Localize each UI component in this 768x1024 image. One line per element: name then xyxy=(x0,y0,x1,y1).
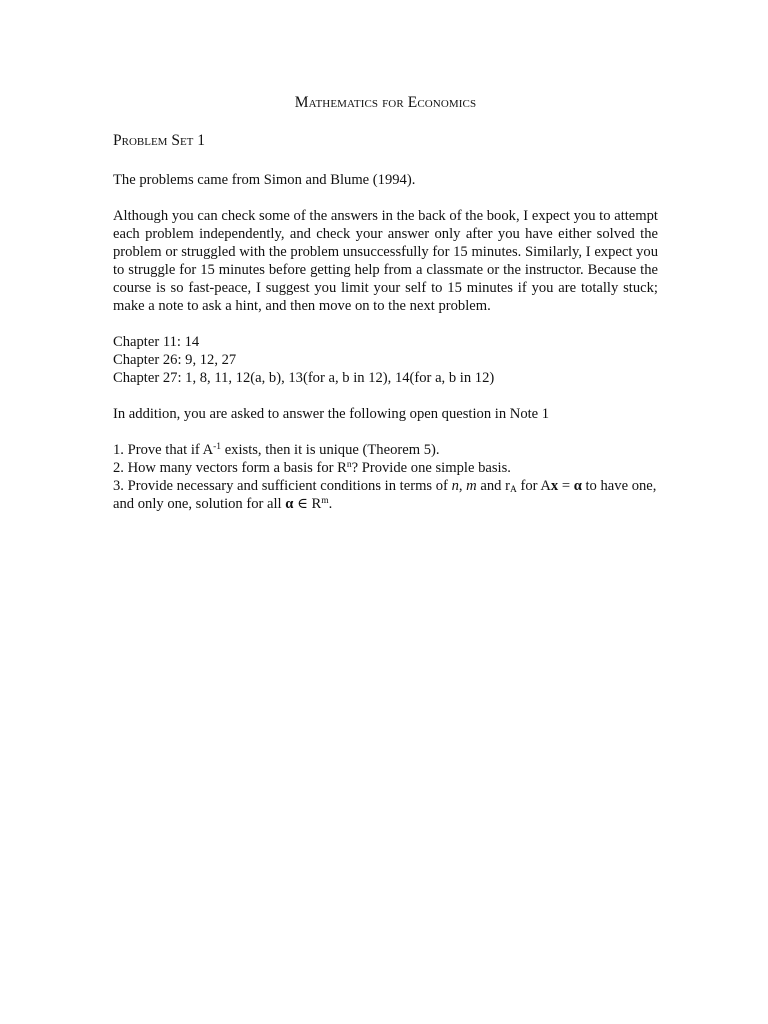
math-var-n: n xyxy=(451,478,459,494)
math-vector-alpha: α xyxy=(573,478,582,494)
question-text: 2. How many vectors form a basis for R xyxy=(113,460,347,476)
question-text: for A xyxy=(516,478,551,494)
superscript: n xyxy=(346,460,352,470)
instructions-paragraph: Although you can check some of the answers in the back of the book, I expect you to attempt each problem independently, and check your answer only after you have either solved the problem or struggled with the problem unsuccessfully for 15 minutes. Similarly, I expect you to struggle for 15 minutes before getting help from a classmate or the instructor. Because the course is so fast-peace, I suggest you limit your self to 15 minutes if you are totally stuck; make a note to ask a hint, and then move on to the next problem. xyxy=(113,208,658,314)
question-item-1 xyxy=(113,441,658,459)
question-text: to have one, and only one, solution for all xyxy=(113,478,657,512)
math-vector-alpha: α xyxy=(285,496,294,512)
chapter-item: Chapter 27: 1, 8, 11, 12(a, b), 13(for a, b in 12), 14(for a, b in 12) xyxy=(113,370,495,386)
question-text: 1. Prove that if A xyxy=(113,442,214,458)
question-list xyxy=(113,441,658,513)
document-title: Mathematics for Economics xyxy=(294,94,477,111)
question-text: ∈ R xyxy=(293,496,322,512)
question-text: 3. Provide necessary and sufficient conditions in terms of xyxy=(113,478,452,494)
question-text: and r xyxy=(476,478,510,494)
superscript: m xyxy=(321,496,329,506)
question-text: ? Provide one simple basis. xyxy=(351,460,511,476)
question-text: . xyxy=(328,496,333,512)
subscript: A xyxy=(509,485,517,495)
note-intro-paragraph: In addition, you are asked to answer the following open question in Note 1 xyxy=(113,406,550,422)
question-text: , xyxy=(458,478,467,494)
question-item-2 xyxy=(113,459,658,477)
chapter-item: Chapter 11: 14 xyxy=(113,334,200,350)
problem-set-heading: Problem Set 1 xyxy=(113,132,206,149)
chapter-list xyxy=(113,333,658,387)
question-text: exists, then it is unique (Theorem 5). xyxy=(221,442,440,458)
math-vector-x: x xyxy=(550,478,559,494)
chapter-item: Chapter 26: 9, 12, 27 xyxy=(113,352,237,368)
superscript: -1 xyxy=(213,442,222,452)
math-var-m: m xyxy=(466,478,477,494)
intro-paragraph: The problems came from Simon and Blume (1994). xyxy=(113,172,416,188)
question-item-3 xyxy=(113,477,658,513)
document-page xyxy=(113,94,658,513)
question-text: = xyxy=(558,478,574,494)
